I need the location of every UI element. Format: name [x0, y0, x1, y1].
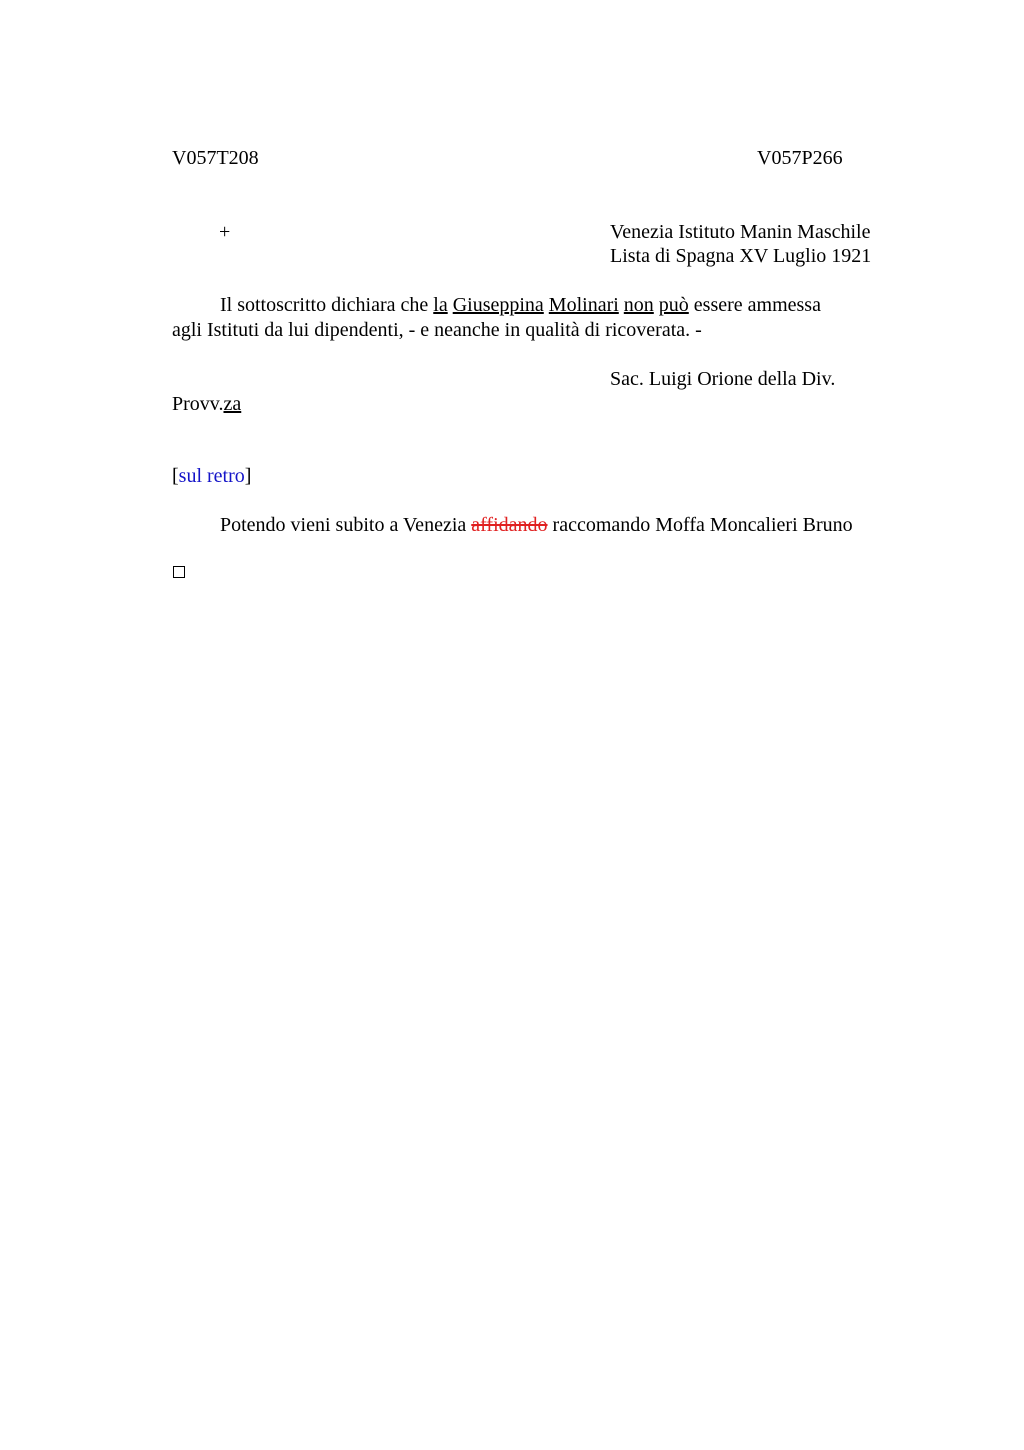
- body-text-end: essere ammessa: [688, 294, 821, 316]
- underlined-surname: Molinari: [548, 294, 619, 316]
- square-box-icon: [173, 566, 185, 578]
- underlined-puo: può: [658, 294, 689, 316]
- place-line-1: Venezia Istituto Manin Maschile: [610, 221, 871, 243]
- right-code: V057P266: [757, 147, 843, 169]
- signature-provv: Provv.: [172, 393, 224, 415]
- left-code: V057T208: [172, 147, 259, 169]
- cross-symbol: +: [219, 221, 231, 243]
- underlined-name: Giuseppina: [452, 294, 544, 316]
- back-note-heading: [172, 464, 251, 488]
- signature-line-1: Sac. Luigi Orione della Div.: [610, 368, 836, 390]
- underlined-la: la: [433, 294, 448, 316]
- signature-line-2: [172, 392, 241, 416]
- open-bracket: [: [172, 465, 179, 487]
- body-text-start: Il sottoscritto dichiara che: [220, 294, 434, 316]
- back-note-label: sul retro: [178, 465, 245, 487]
- back-note-text: [220, 513, 853, 537]
- body-line-2: agli Istituti da lui dipendenti, - e neanche in qualità di ricoverata. -: [172, 319, 702, 341]
- close-bracket: ]: [244, 465, 252, 487]
- struck-word: affidando: [471, 514, 548, 536]
- back-note-text-end: raccomando Moffa Moncalieri Bruno: [547, 514, 853, 536]
- back-note-text-start: Potendo vieni subito a Venezia: [220, 514, 472, 536]
- signature-za: za: [223, 393, 242, 415]
- underlined-non: non: [623, 294, 654, 316]
- place-line-2: Lista di Spagna XV Luglio 1921: [610, 245, 872, 267]
- body-line-1: [220, 293, 821, 317]
